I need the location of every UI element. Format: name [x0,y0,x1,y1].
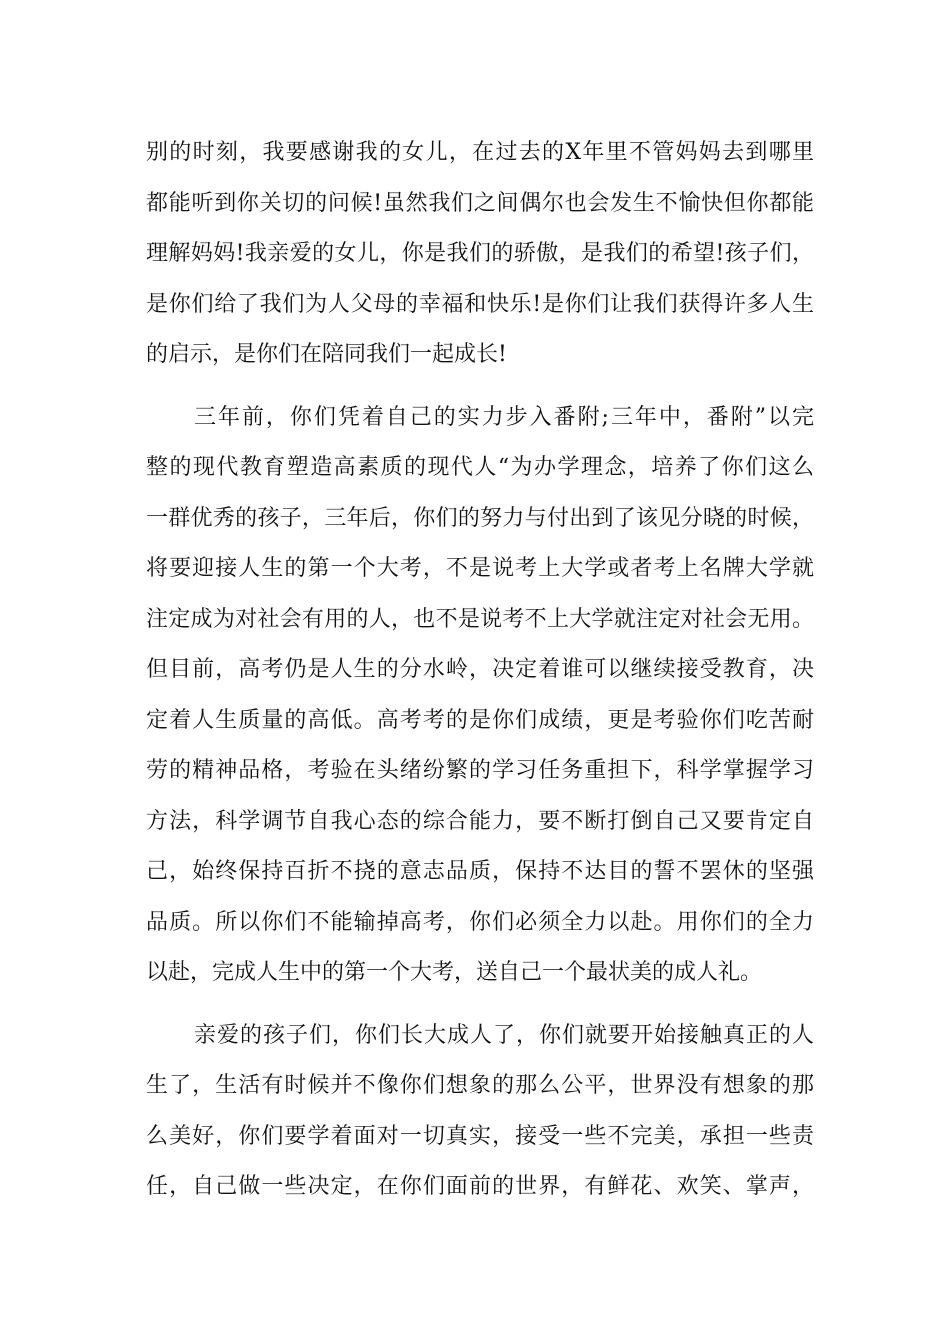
text-line: 注定成为对社会有用的人，也不是说考不上大学就注定对社会无用。 [146,606,814,632]
text-line: 任，自己做一些决定，在你们面前的世界，有鲜花、欢笑、掌声， [146,1174,814,1199]
text-line: 亲爱的孩子们，你们长大成人了，你们就要开始接触真正的人 [194,1022,814,1048]
text-line: 但目前，高考仍是人生的分水岭，决定着谁可以继续接受教育，决 [146,657,814,682]
text-line: 方法，科学调节自我心态的综合能力，要不断打倒自己又要肯定自 [146,808,814,834]
text-line: 生了，生活有时候并不像你们想象的那么公平，世界没有想象的那 [146,1073,814,1098]
text-line: 别的时刻，我要感谢我的女儿，在过去的X年里不管妈妈去到哪里 [146,140,814,165]
text-line: 整的现代教育塑造高素质的现代人“为办学理念，培养了你们这么 [146,455,814,480]
text-line: 是你们给了我们为人父母的幸福和快乐!是你们让我们获得许多人生 [146,291,814,317]
paragraph-gap [146,381,826,393]
paragraph-gap [146,999,826,1011]
text-line: 以赴，完成人生中的第一个大考，送自己一个最状美的成人礼。 [146,960,763,985]
text-line: 都能听到你关切的问候!虽然我们之间偶尔也会发生不愉快但你都能 [146,190,814,216]
text-line: 己，始终保持百折不挠的意志品质，保持不达目的誓不罢休的坚强 [146,859,814,884]
text-line: 理解妈妈!我亲爱的女儿，你是我们的骄傲，是我们的希望!孩子们， [146,241,814,266]
text-line: 一群优秀的孩子，三年后，你们的努力与付出到了该见分晓的时候， [146,505,814,531]
text-line: 三年前，你们凭着自己的实力步入番附;三年中，番附”以完 [194,404,814,430]
text-line: 么美好，你们要学着面对一切真实，接受一些不完美，承担一些责 [146,1123,814,1149]
text-line: 品质。所以你们不能输掉高考，你们必须全力以赴。用你们的全力 [146,909,814,935]
text-line: 劳的精神品格，考验在头绪纷繁的学习任务重担下，科学掌握学习 [146,758,814,783]
body-text [146,128,826,1213]
text-line: 的启示，是你们在陪同我们一起成长! [146,342,507,367]
text-line: 将要迎接人生的第一个大考，不是说考上大学或者考上名牌大学就 [146,556,814,581]
text-line: 定着人生质量的高低。高考考的是你们成绩，更是考验你们吃苦耐 [146,707,814,733]
